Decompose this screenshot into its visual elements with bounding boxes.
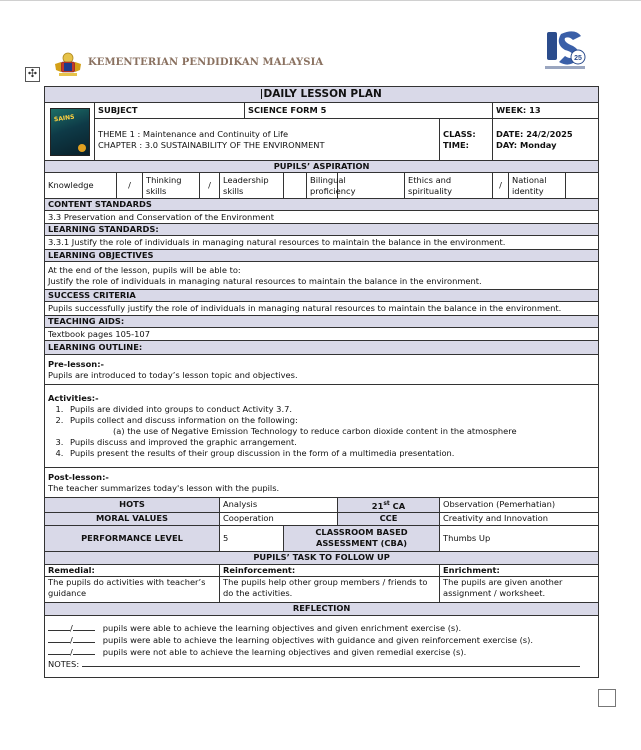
aspiration-bilingual: Bilingual proficiency	[307, 173, 338, 199]
blank-field[interactable]	[48, 622, 70, 631]
theme-chapter-cell	[95, 119, 440, 161]
aspiration-ethics: Ethics and spirituality	[405, 173, 493, 199]
performance-level-label: PERFORMANCE LEVEL	[45, 525, 220, 551]
slash: /	[70, 647, 73, 658]
success-criteria-text: Pupils successfully justify the role of individuals in managing natural resources to maintain the balance in the environment.	[45, 302, 599, 316]
blank-field[interactable]	[48, 634, 70, 643]
ministry-crest-icon	[53, 50, 83, 78]
learning-standards-text: 3.3.1 Justify the role of individuals in managing natural resources to maintain the balance in the environment.	[45, 236, 599, 250]
reflection-cell	[45, 615, 599, 677]
reflection-text: pupils were not able to achieve the learning objectives and given remedial exercise (s).	[102, 647, 467, 658]
remedial-label: Remedial:	[45, 564, 220, 576]
aspiration-ethics-mark: /	[493, 173, 509, 199]
activities-cell	[45, 385, 599, 468]
learning-objectives-heading: LEARNING OBJECTIVES	[45, 250, 599, 262]
plan-title-cell	[45, 87, 599, 103]
learning-objectives-cell	[45, 262, 599, 290]
anniversary-logo-icon	[543, 26, 587, 72]
page-corner-box[interactable]	[598, 689, 616, 707]
hots-value: Analysis	[220, 498, 338, 513]
slash: /	[70, 635, 73, 646]
blank-field[interactable]	[73, 622, 95, 631]
subject-value: SCIENCE FORM 5	[245, 103, 493, 119]
ca-label-number: 21	[371, 500, 384, 511]
notes-field[interactable]	[82, 658, 580, 667]
cce-label: CCE	[338, 512, 440, 525]
logo-number: 25	[574, 55, 582, 62]
remedial-text: The pupils do activities with teacher’s guidance	[45, 576, 220, 602]
notes-label: NOTES:	[48, 659, 80, 670]
blank-field[interactable]	[48, 646, 70, 655]
post-lesson-cell	[45, 468, 599, 498]
teaching-aids-text: Textbook pages 105-107	[45, 328, 599, 341]
aspiration-thinking-mark: /	[200, 173, 220, 199]
aspiration-leadership: Leadership skills	[220, 173, 284, 199]
ca-label	[338, 498, 440, 513]
cover-emblem-icon	[78, 144, 86, 152]
slash: /	[70, 623, 73, 634]
time-label: TIME:	[443, 139, 469, 150]
notes-line	[48, 658, 595, 670]
activity-sub-item: (a) the use of Negative Emission Technology to reduce carbon dioxide content in the atmosphere	[113, 426, 517, 436]
reflection-line-remedial	[48, 646, 595, 658]
week-value: WEEK: 13	[493, 103, 599, 119]
reinforcement-label: Reinforcement:	[220, 564, 440, 576]
moral-values-label: MORAL VALUES	[45, 512, 220, 525]
blank-field[interactable]	[73, 646, 95, 655]
date-value: DATE: 24/2/2025	[496, 128, 573, 139]
objectives-text: Justify the role of individuals in managing natural resources to maintain the balance in the environment.	[48, 275, 482, 286]
daily-lesson-plan-table	[44, 86, 599, 678]
subject-label: SUBJECT	[95, 103, 245, 119]
class-label: CLASS:	[443, 128, 476, 139]
ca-value: Observation (Pemerhatian)	[440, 498, 599, 513]
chapter-text: CHAPTER : 3.0 SUSTAINABILITY OF THE ENVIRONMENT	[98, 139, 325, 150]
hots-label: HOTS	[45, 498, 220, 513]
cover-title: SAINS	[53, 113, 75, 123]
pre-lesson-heading: Pre-lesson:-	[48, 358, 104, 369]
ministry-name: KEMENTERIAN PENDIDIKAN MALAYSIA	[88, 57, 324, 68]
activity-item: 3. Pupils discuss and improved the graphic arrangement.	[66, 437, 595, 448]
learning-standards-heading: LEARNING STANDARDS:	[45, 224, 599, 236]
reflection-text: pupils were able to achieve the learning objectives and given enrichment exercise (s).	[102, 623, 462, 634]
activities-heading: Activities:-	[48, 393, 99, 403]
ca-label-text: CA	[389, 500, 406, 511]
ca-label-suffix: st	[383, 500, 390, 507]
activity-item: 4. Pupils present the results of their group discussion in the form of a multimedia presentation.	[66, 448, 595, 459]
moral-values-value: Cooperation	[220, 512, 338, 525]
follow-up-heading: PUPILS’ TASK TO FOLLOW UP	[45, 551, 599, 564]
cce-value: Creativity and Innovation	[440, 512, 599, 525]
class-time-cell	[440, 119, 493, 161]
aspiration-national-mark	[566, 173, 599, 199]
content-standards-text: 3.3 Preservation and Conservation of the Environment	[45, 211, 599, 224]
aspiration-thinking: Thinking skills	[143, 173, 200, 199]
content-standards-heading: CONTENT STANDARDS	[45, 199, 599, 211]
theme-text: THEME 1 : Maintenance and Continuity of Life	[98, 128, 289, 139]
textbook-cover-cell	[45, 103, 95, 161]
aspiration-leadership-mark	[284, 173, 307, 199]
pre-lesson-text: Pupils are introduced to today’s lesson topic and objectives.	[48, 369, 298, 380]
reflection-heading: REFLECTION	[45, 602, 599, 615]
performance-level-value: 5	[220, 525, 284, 551]
aspiration-national: National identity	[509, 173, 566, 199]
pre-lesson-cell	[45, 355, 599, 385]
reflection-line-enrichment	[48, 622, 595, 634]
date-day-cell	[493, 119, 599, 161]
aspiration-heading: PUPILS’ ASPIRATION	[45, 161, 599, 173]
success-criteria-heading: SUCCESS CRITERIA	[45, 290, 599, 302]
objectives-intro: At the end of the lesson, pupils will be able to:	[48, 264, 241, 275]
day-value: DAY: Monday	[496, 139, 557, 150]
cba-value: Thumbs Up	[440, 525, 599, 551]
aspiration-knowledge: Knowledge	[45, 173, 117, 199]
page-top-border	[0, 0, 641, 1]
reflection-text: pupils were able to achieve the learning objectives with guidance and given reinforcement exercise (s).	[102, 635, 534, 646]
reflection-line-reinforcement	[48, 634, 595, 646]
table-move-handle-icon[interactable]: ✣	[25, 67, 40, 82]
textbook-cover-image	[50, 108, 90, 156]
learning-outline-heading: LEARNING OUTLINE:	[45, 341, 599, 355]
enrichment-label: Enrichment:	[440, 564, 599, 576]
post-lesson-text: The teacher summarizes today's lesson with the pupils.	[48, 482, 280, 493]
activities-list	[48, 404, 595, 459]
enrichment-text: The pupils are given another assignment / worksheet.	[440, 576, 599, 602]
cba-label: CLASSROOM BASED ASSESSMENT (CBA)	[284, 525, 440, 551]
activity-item: 1. Pupils are divided into groups to conduct Activity 3.7.	[66, 404, 595, 415]
activity-item	[66, 415, 595, 437]
activity-item-text: Pupils collect and discuss information on the following:	[70, 415, 298, 425]
plan-title: DAILY LESSON PLAN	[263, 88, 382, 100]
blank-field[interactable]	[73, 634, 95, 643]
post-lesson-heading: Post-lesson:-	[48, 471, 109, 482]
teaching-aids-heading: TEACHING AIDS:	[45, 316, 599, 328]
aspiration-knowledge-mark: /	[117, 173, 143, 199]
reinforcement-text: The pupils help other group members / friends to do the activities.	[220, 576, 440, 602]
